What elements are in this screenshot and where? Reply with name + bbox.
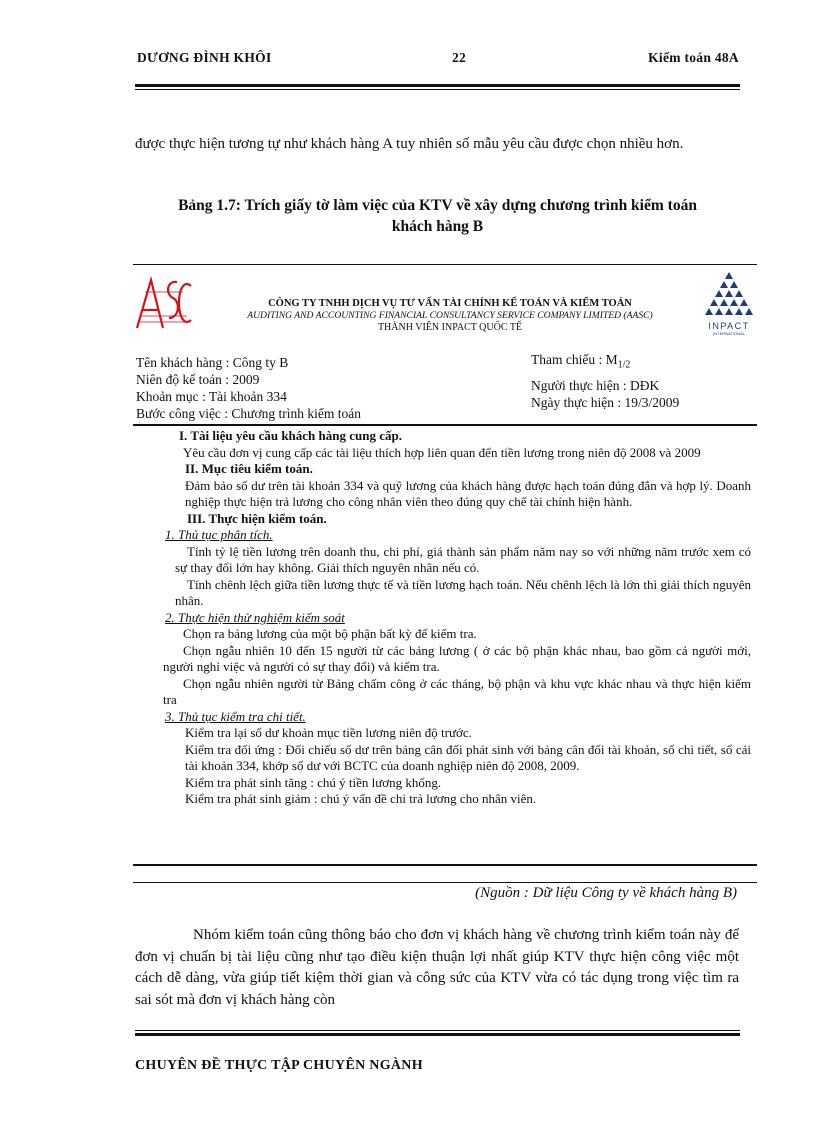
section-1-title: I. Tài liệu yêu cầu khách hàng cung cấp.: [179, 428, 402, 443]
inpact-wordmark: INPACT: [708, 321, 750, 331]
company-name-vi: CÔNG TY TNHH DỊCH VỤ TƯ VẤN TÀI CHÍNH KẾ TOÁN VÀ KIỂM TOÁN: [268, 298, 632, 309]
source-divider: [133, 882, 757, 883]
procedure-3-c: Kiểm tra phát sinh tăng : chú ý tiền lương khống.: [185, 774, 442, 790]
header-rule-thin: [135, 89, 740, 90]
page-number: 22: [452, 50, 467, 65]
meta-right: [531, 350, 679, 411]
section-1-text: Yêu cầu đơn vị cung cấp các tài liệu thích hợp liên quan đến tiền lương trong niên độ 2008 và 2009: [183, 444, 701, 460]
source-note: (Nguồn : Dữ liệu Công ty về khách hàng B): [475, 885, 737, 901]
procedure-3-d: Kiểm tra phát sinh giảm : chú ý vấn đề chi trả lương cho nhân viên.: [185, 791, 537, 806]
procedure-3-title: 3. Thủ tục kiểm tra chi tiết.: [165, 708, 306, 724]
footer-title: CHUYÊN ĐỀ THỰC TẬP CHUYÊN NGÀNH: [135, 1058, 423, 1073]
procedure-2-c: Chọn ngẫu nhiên người từ Bảng chấm công ở các tháng, bộ phận và khu vực khác nhau và thực hiện kiểm tra: [163, 675, 751, 707]
procedure-1-a: Tính tỷ lệ tiền lương trên doanh thu, chi phí, giá thành sản phẩm năm nay so với những năm trước xem có sự thay đổi lớn hay không. Giải thích nguyên nhân nếu có.: [175, 543, 751, 575]
company-name-en: AUDITING AND ACCOUNTING FINANCIAL CONSULTANCY SERVICE COMPANY LIMITED (AASC): [247, 310, 653, 321]
procedure-2-title: 2. Thực hiện thử nghiệm kiểm soát: [165, 609, 345, 625]
inpact-subtitle: INTERNATIONAL: [713, 331, 745, 336]
header-rule-thick: [135, 84, 740, 87]
meta-reference-sub: 1/2: [617, 359, 631, 371]
meta-account: Khoản mục : Tài khoản 334: [136, 389, 287, 404]
procedure-2-a: Chọn ra bảng lương của một bộ phận bất kỳ để kiểm tra.: [183, 626, 477, 641]
audit-program: [163, 428, 751, 808]
meta-left: [136, 354, 361, 422]
meta-client: Tên khách hàng : Công ty B: [136, 355, 289, 370]
meta-reference: [531, 350, 679, 376]
section-3-title: III. Thực hiện kiểm toán.: [187, 510, 327, 526]
meta-reference-label: Tham chiếu : M: [531, 352, 618, 367]
footer-rule-thin: [135, 1030, 740, 1031]
procedure-2-b: Chọn ngẫu nhiên 10 đến 15 người từ các bảng lương ( ở các bộ phận khác nhau, bao gồm cả người mới, người nghỉ việc và người có sự thay đổi) và kiểm tra.: [163, 642, 751, 674]
asc-logo-graphic: [133, 272, 195, 334]
meta-fiscal-year: Niên độ kế toán : 2009: [136, 372, 260, 387]
header-class: Kiểm toán 48A: [648, 50, 739, 65]
table-caption-line2: khách hàng B: [391, 218, 484, 235]
box-top-line: [133, 264, 757, 265]
header-author: DƯƠNG ĐÌNH KHÔI: [137, 50, 272, 65]
intro-text: được thực hiện tương tự như khách hàng A tuy nhiên số mẫu yêu cầu được chọn nhiều hơn.: [135, 136, 684, 152]
footer-rule-thick: [135, 1033, 740, 1036]
table-caption-line1: Bảng 1.7: Trích giấy tờ làm việc của KTV về xây dựng chương trình kiểm toán: [178, 197, 697, 214]
procedure-1-title: 1. Thủ tục phân tích.: [165, 527, 273, 542]
company-member: THÀNH VIÊN INPACT QUỐC TẾ: [377, 322, 523, 333]
procedure-3-b: Kiểm tra đối ứng : Đối chiếu số dư trên bảng cân đối phát sinh với bảng cân đối tài khoản, sổ chi tiết, sổ cái tài khoản 334, khớp số dư với BCTC của doanh nghiệp niên độ 2008, 2009.: [185, 741, 751, 773]
section-2-text: Đảm bảo số dư trên tài khoản 334 và quỹ lương của khách hàng được hạch toán đúng đắn và hợp lý. Doanh nghiệp thực hiện trả lương cho công nhân viên theo đúng quy chế tài chính hiện hành.: [185, 477, 751, 509]
table-caption: [135, 195, 740, 237]
meta-preparer: Người thực hiện : DĐK: [531, 377, 660, 393]
procedure-1-b: Tính chênh lệch giữa tiền lương thực tế và tiền lương hạch toán. Nếu chênh lệch là lớn thì giải thích nguyên nhân.: [175, 576, 751, 608]
inpact-triangle-icon: [704, 270, 754, 316]
section-2-title: II. Mục tiêu kiểm toán.: [185, 461, 313, 476]
box-bottom-line: [133, 864, 757, 866]
procedure-3-a: Kiểm tra lại số dư khoản mục tiền lương niên độ trước.: [185, 725, 472, 740]
asc-logo: [133, 272, 195, 334]
company-block: [200, 297, 700, 334]
closing-paragraph: Nhóm kiểm toán cũng thông báo cho đơn vị khách hàng về chương trình kiểm toán này để đơn vị chuẩn bị tài liệu cũng như tạo điều kiện thuận lợi nhất giúp KTV thực hiện công việc một cách dễ dàng, vừa giúp tiết kiệm thời gian và công sức của KTV vừa có tác dụng trong việc tìm ra sai sót mà đơn vị khách hàng còn: [135, 927, 739, 1008]
meta-date: Ngày thực hiện : 19/3/2009: [531, 394, 680, 410]
inpact-logo: [702, 270, 756, 340]
meta-work-step: Bước công việc : Chương trình kiểm toán: [136, 406, 361, 421]
meta-divider: [133, 424, 757, 426]
